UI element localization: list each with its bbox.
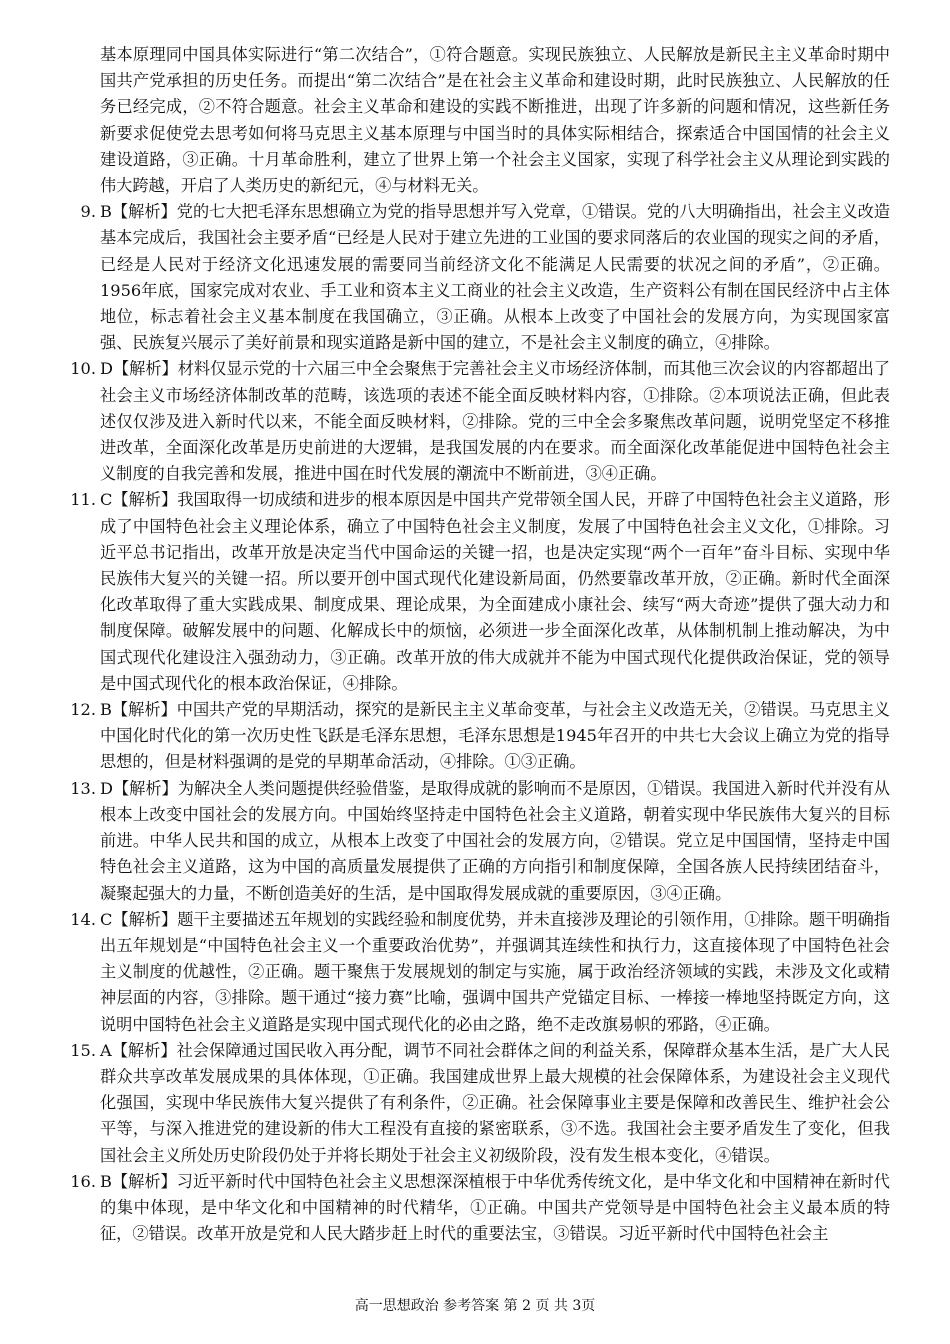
question-number: 14.	[70, 909, 96, 929]
question-number: 12.	[70, 700, 96, 720]
answer-text: 党的七大把毛泽东思想确立为党的指导思想并写入党章，①错误。党的八大明确指出，社会主义改造基本完成后，我国社会主要矛盾“已经是人民对于建立先进的工业国的要求同落后的农业国的现实之间的矛盾，已经是人民对于经济文化迅速发展的需要同当前经济文化不能满足人民需要的状况之间的矛盾”，②正确。1956年底，国家完成对农业、手工业和资本主义工商业的社会主义改造，生产资料公有制在国民经济中占主体地位，标志着社会主义基本制度在我国确立，③正确。从根本上改变了中国社会的发展方向，为实现国家富强、民族复兴展示了美好前景和现实道路是新中国的建立，不是社会主义制度的确立，④排除。	[100, 202, 890, 353]
answer-text: 题干主要描述五年规划的实践经验和制度优势，并未直接涉及理论的引领作用，①排除。题干明确指出五年规划是“中国特色社会主义一个重要政治优势”，并强调其连续性和执行力，这直接体现了中国特色社会主义制度的优越性，②正确。题干聚焦于发展规划的制定与实施，属于政治经济领域的实践，未涉及文化或精神层面的内容，③排除。题干通过“接力赛”比喻，强调中国共产党锚定目标、一棒接一棒地坚持既定方向，这说明中国特色社会主义道路是实现中国式现代化的必由之路，绝不走改旗易帜的邪路，④正确。	[100, 909, 890, 1034]
answer-item-14	[66, 907, 890, 1038]
answer-key: B【解析】	[100, 202, 177, 222]
question-number: 9.	[80, 202, 96, 222]
answer-item-11	[66, 487, 890, 697]
question-number: 13.	[70, 778, 96, 798]
answer-item-13	[66, 776, 890, 907]
answer-key: B【解析】	[100, 700, 177, 720]
answer-text: 材料仅显示党的十六届三中全会聚焦于完善社会主义市场经济体制，而其他三次会议的内容都超出了社会主义市场经济体制改革的范畴，该选项的表述不能全面反映材料内容，①排除。②本项说法正确，但此表述仅仅涉及进入新时代以来，不能全面反映材料，②排除。党的三中全会多聚焦改革问题，说明党坚定不移推进改革，全面深化改革是历史前进的大逻辑，是我国发展的内在要求。而全面深化改革能促进中国特色社会主义制度的自我完善和发展，推进中国在时代发展的潮流中不断前进，③④正确。	[100, 359, 890, 484]
answer-list	[66, 42, 890, 1247]
answer-key: D【解析】	[100, 359, 178, 379]
answer-text: 为解决全人类问题提供经验借鉴，是取得成就的影响而不是原因，①错误。我国进入新时代并没有从根本上改变中国社会的发展方向。中国始终坚持走中国特色社会主义道路，朝着实现中华民族伟大复兴的目标前进。中华人民共和国的成立，从根本上改变了中国社会的发展方向，②错误。党立足中国国情，坚持走中国特色社会主义道路，这为中国的高质量发展提供了正确的方向指引和制度保障，全国各族人民持续团结奋斗，凝聚起强大的力量，不断创造美好的生活，是中国取得发展成就的重要原因，③④正确。	[100, 778, 890, 903]
answer-key: C【解析】	[100, 909, 178, 929]
question-number: 16.	[70, 1171, 96, 1191]
answer-key: A【解析】	[100, 1040, 177, 1060]
page-footer: 高一思想政治 参考答案 第 2 页 共 3页	[354, 1298, 596, 1314]
answer-item-12	[66, 697, 890, 776]
answer-text: 中国共产党的早期活动，探究的是新民主主义革命变革，与社会主义改造无关，②错误。马克思主义中国化时代化的第一次历史性飞跃是毛泽东思想，毛泽东思想是1945年召开的中共七大会议上确立为党的指导思想的，但是材料强调的是党的早期革命活动，④排除。①③正确。	[100, 700, 890, 772]
question-number: 10.	[70, 359, 96, 379]
answer-item-10	[66, 356, 890, 487]
answer-key: D【解析】	[100, 778, 178, 798]
answer-key: C【解析】	[100, 490, 178, 510]
answer-item-8-continued	[66, 42, 890, 199]
answer-text: 基本原理同中国具体实际进行“第二次结合”，①符合题意。实现民族独立、人民解放是新民主主义革命时期中国共产党承担的历史任务。而提出“第二次结合”是在社会主义革命和建设时期，此时民族独立、人民解放的任务已经完成，②不符合题意。社会主义革命和建设的实践不断推进，出现了许多新的问题和情况，这些新任务新要求促使党去思考如何将马克思主义基本原理与中国当时的具体实际相结合，探索适合中国国情的社会主义建设道路，③正确。十月革命胜利，建立了世界上第一个社会主义国家，实现了科学社会主义从理论到实践的伟大跨越，开启了人类历史的新纪元，④与材料无关。	[100, 45, 890, 196]
question-number: 15.	[70, 1040, 96, 1060]
answer-item-9	[66, 199, 890, 356]
answer-item-16	[66, 1169, 890, 1248]
answer-key: B【解析】	[100, 1171, 177, 1191]
answer-text: 习近平新时代中国特色社会主义思想深深植根于中华优秀传统文化，是中华文化和中国精神在新时代的集中体现，是中华文化和中国精神的时代精华，①正确。中国共产党领导是中国特色社会主义最本质的特征，②错误。改革开放是党和人民大踏步赶上时代的重要法宝，③错误。习近平新时代中国特色社会主	[100, 1171, 890, 1244]
answer-text: 社会保障通过国民收入再分配，调节不同社会群体之间的利益关系，保障群众基本生活，是广大人民群众共享改革发展成果的具体体现，①正确。我国建成世界上最大规模的社会保障体系，为建设社会主义现代化强国，实现中华民族伟大复兴提供了有利条件，②正确。社会保障事业主要是保障和改善民生、维护社会公平等，与深入推进党的建设新的伟大工程没有直接的紧密联系，③不选。我国社会主要矛盾发生了变化，但我国社会主义所处历史阶段仍处于并将长期处于社会主义初级阶段，没有发生根本变化，④错误。	[100, 1040, 890, 1165]
answer-text: 我国取得一切成绩和进步的根本原因是中国共产党带领全国人民，开辟了中国特色社会主义道路，形成了中国特色社会主义理论体系，确立了中国特色社会主义制度，发展了中国特色社会主义文化，①排除。习近平总书记指出，改革开放是决定当代中国命运的关键一招，也是决定实现“两个一百年”奋斗目标、实现中华民族伟大复兴的关键一招。所以要开创中国式现代化建设新局面，仍然要靠改革开放，②正确。新时代全面深化改革取得了重大实践成果、制度成果、理论成果，为全面建成小康社会、续写“两大奇迹”提供了强大动力和制度保障。破解发展中的问题、化解成长中的烦恼，必须进一步全面深化改革，从体制机制上推动解决，为中国式现代化建设注入强劲动力，③正确。改革开放的伟大成就并不能为中国式现代化提供政治保证，党的领导是中国式现代化的根本政治保证，④排除。	[100, 490, 890, 693]
question-number: 11.	[70, 490, 96, 510]
answer-item-15	[66, 1038, 890, 1169]
